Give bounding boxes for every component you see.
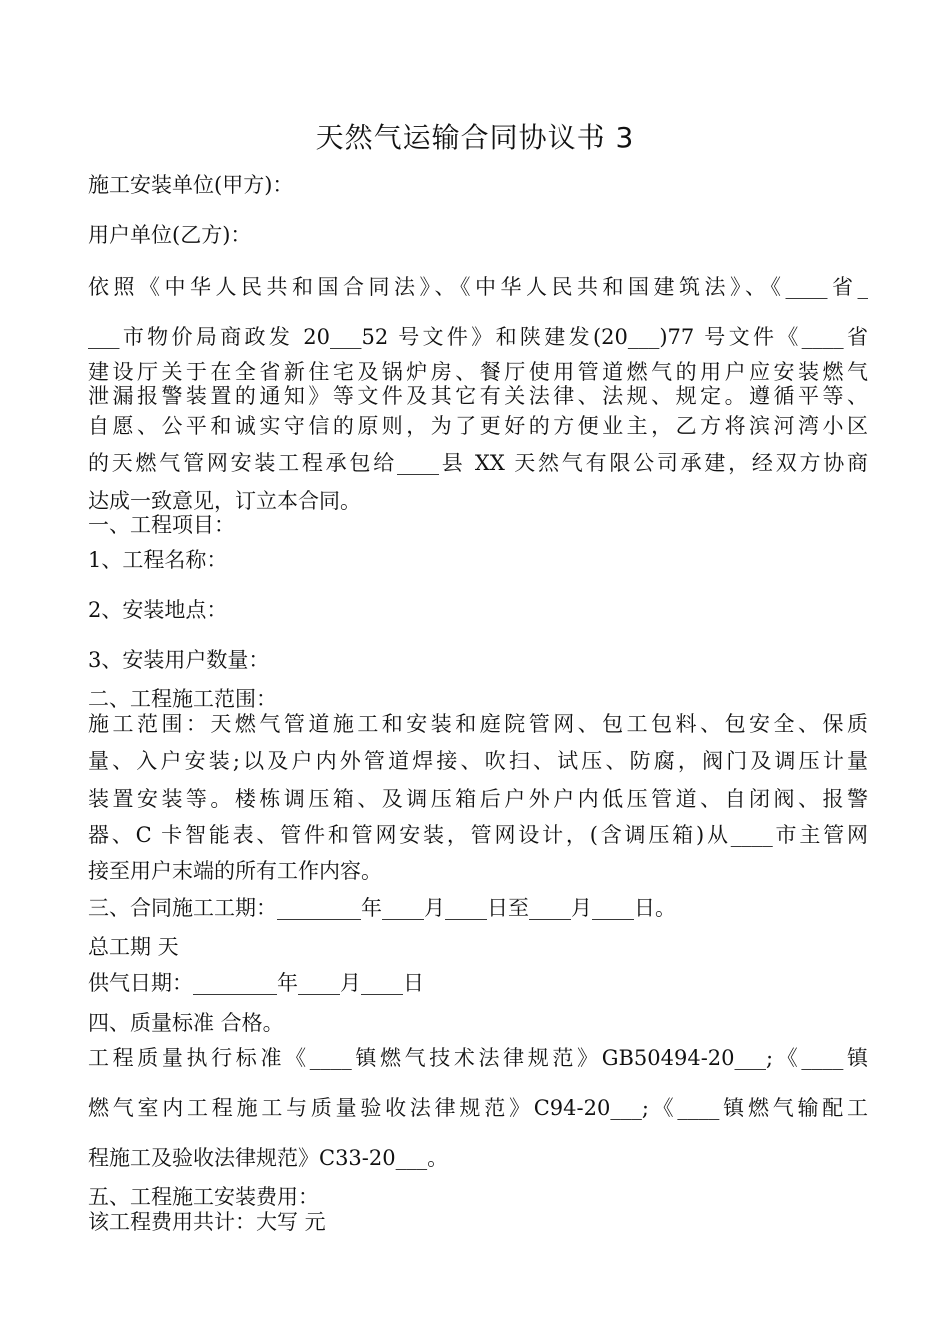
party-a-line: 施工安装单位(甲方)： — [88, 173, 294, 197]
body-paragraph-line: 依照《中华人民共和国合同法》、《中华人民共和国建筑法》、《____省_ — [88, 275, 868, 299]
body-line: 总工期 天 — [88, 935, 179, 959]
section-heading: 五、工程施工安装费用： — [88, 1185, 319, 1209]
body-paragraph-line: 的天燃气管网安装工程承包给____县 XX 天然气有限公司承建，经双方协商 — [88, 451, 868, 475]
body-paragraph-line: 程施工及验收法律规范》C33-20___。 — [88, 1146, 449, 1170]
list-item: 1、工程名称： — [88, 548, 228, 572]
body-paragraph-line: 接至用户末端的所有工作内容。 — [88, 859, 382, 883]
list-item: 3、安装用户数量： — [88, 648, 270, 672]
party-b-line: 用户单位(乙方)： — [88, 223, 252, 247]
body-paragraph-line: ___市物价局商政发 20___52 号文件》和陕建发(20___)77 号文件《____省 — [88, 325, 868, 349]
body-paragraph-line: 达成一致意见，订立本合同。 — [88, 489, 361, 513]
body-paragraph-line: 量、入户安装;以及户内外管道焊接、吹扫、试压、防腐，阀门及调压计量 — [88, 749, 868, 773]
body-paragraph-line: 施工范围：天燃气管道施工和安装和庭院管网、包工包料、包安全、保质 — [88, 712, 868, 736]
section-heading: 二、工程施工范围： — [88, 687, 277, 711]
body-paragraph-line: 泄漏报警装置的通知》等文件及其它有关法律、法规、规定。遵循平等、 — [88, 384, 868, 408]
body-paragraph-line: 燃气室内工程施工与质量验收法律规范》C94-20___;《____镇燃气输配工 — [88, 1096, 868, 1120]
body-paragraph-line: 装置安装等。楼栋调压箱、及调压箱后户外户内低压管道、自闭阀、报警 — [88, 787, 868, 811]
section-heading: 一、工程项目： — [88, 513, 235, 537]
body-paragraph-line: 器、C 卡智能表、管件和管网安装，管网设计，(含调压箱)从____市主管网 — [88, 823, 868, 847]
body-paragraph-line: 自愿、公平和诚实守信的原则，为了更好的方便业主，乙方将滨河湾小区 — [88, 414, 868, 438]
section-heading: 三、合同施工工期：________年____月____日至____月____日。 — [88, 896, 676, 920]
body-line: 该工程费用共计：大写 元 — [88, 1210, 326, 1234]
body-paragraph-line: 工程质量执行标准《____镇燃气技术法律规范》GB50494-20___;《____镇 — [88, 1046, 868, 1070]
list-item: 2、安装地点： — [88, 598, 228, 622]
section-heading: 四、质量标准 合格。 — [88, 1011, 284, 1035]
body-paragraph-line: 建设厅关于在全省新住宅及锅炉房、餐厅使用管道燃气的用户应安装燃气 — [88, 360, 868, 384]
body-line: 供气日期：________年____月____日 — [88, 971, 424, 995]
document-title: 天然气运输合同协议书 3 — [315, 121, 635, 154]
